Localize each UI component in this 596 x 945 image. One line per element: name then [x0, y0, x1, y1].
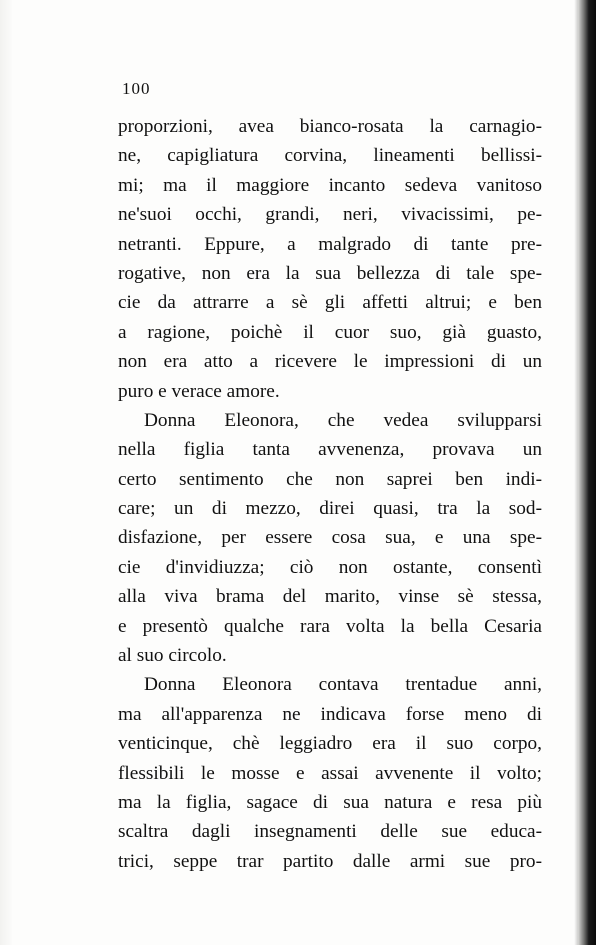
- text-line: Donna Eleonora, che vedea svilupparsi: [144, 409, 542, 431]
- text-line: ne'suoi occhi, grandi, neri, vivacissimi, pe-: [118, 204, 542, 226]
- page-left-edge: [0, 0, 12, 945]
- text-line: ma all'apparenza ne indicava forse meno di: [118, 703, 542, 725]
- text-line: care; un di mezzo, direi quasi, tra la sod-: [118, 498, 542, 520]
- text-line: netranti. Eppure, a malgrado di tante pre-: [118, 233, 542, 255]
- text-line: mi; ma il maggiore incanto sedeva vanitoso: [118, 174, 542, 196]
- text-line: trici, seppe trar partito dalle armi sue pro-: [118, 850, 542, 872]
- text-line: disfazione, per essere cosa sua, e una spe-: [118, 527, 542, 549]
- text-line: puro e verace amore.: [118, 380, 280, 402]
- text-line: rogative, non era la sua bellezza di tale spe-: [118, 262, 542, 284]
- page-number: 100: [122, 79, 151, 98]
- text-line: a ragione, poichè il cuor suo, già guasto,: [118, 321, 542, 343]
- body-text: [118, 112, 542, 876]
- text-line: alla viva brama del marito, vinse sè stessa,: [118, 586, 542, 608]
- text-line: venticinque, chè leggiadro era il suo corpo,: [118, 733, 542, 755]
- text-line: flessibili le mosse e assai avvenente il volto;: [118, 762, 542, 784]
- text-line: cie d'invidiuzza; ciò non ostante, consentì: [118, 556, 542, 578]
- text-line: ne, capigliatura corvina, lineamenti bellissi-: [118, 145, 542, 167]
- book-binding-shadow: [578, 0, 596, 945]
- text-line: e presentò qualche rara volta la bella Cesaria: [118, 615, 542, 637]
- text-line: al suo circolo.: [118, 645, 227, 667]
- text-line: Donna Eleonora contava trentadue anni,: [144, 674, 542, 696]
- text-line: cie da attrarre a sè gli affetti altrui; e ben: [118, 292, 542, 314]
- text-line: certo sentimento che non saprei ben indi-: [118, 468, 542, 490]
- text-line: ma la figlia, sagace di sua natura e resa più: [118, 791, 542, 813]
- text-line: scaltra dagli insegnamenti delle sue educa-: [118, 821, 542, 843]
- text-line: non era atto a ricevere le impressioni di un: [118, 351, 542, 373]
- text-line: nella figlia tanta avvenenza, provava un: [118, 439, 542, 461]
- text-line: proporzioni, avea bianco-rosata la carnagio-: [118, 116, 542, 137]
